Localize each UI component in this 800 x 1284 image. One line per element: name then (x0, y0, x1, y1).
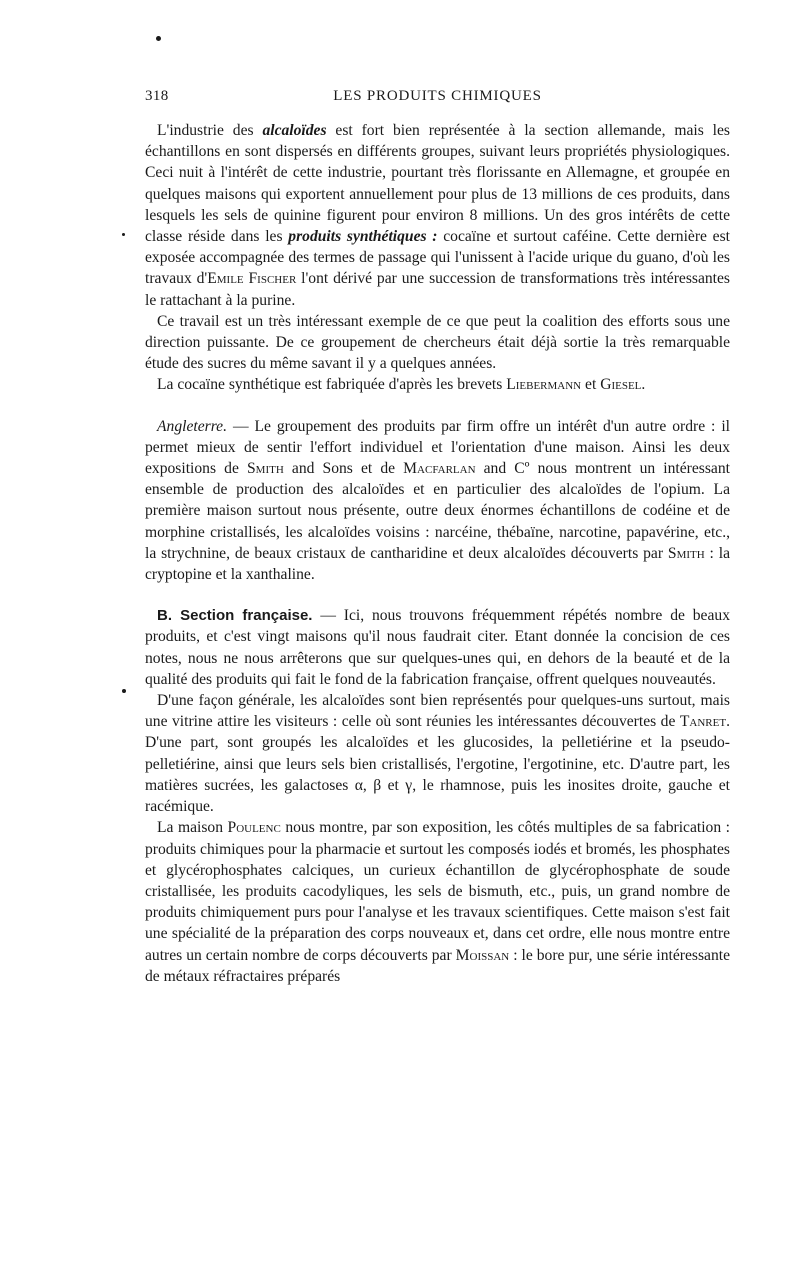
person-name: Tanret (679, 713, 727, 731)
person-name: Smith (247, 460, 284, 478)
text-span: nous montre, par son exposition, les côtés multiples de sa fabrication : produits chimiques pour la pharmacie et surtout les composés iodés et bromés, les phosphates et glycérophosphates calciques, un curieux échantillon de glycérophosphate de soude cristallisée, les produits cacodyliques, les sels de bismuth, etc., puis, un grand nombre de produits chimiquement purs pour l'analyse et les travaux scientifiques. Cette maison s'est fait une spécialité de la préparation des corps nouveaux et, dans cet ordre, elle nous montre entre autres un certain nombre de corps découverts par (145, 819, 730, 964)
text-span: L'industrie des (157, 122, 263, 139)
text-span: La maison (157, 819, 228, 837)
text-span: est fort bien représentée à la section allemande, mais les échantillons en sont dispersés en différents groupes, suivant leurs propriétés physiologiques. Ceci nuit à l'intérêt de cette industrie, pourtant très florissante en Allemagne, et groupée en quelques maisons qui exportent annuellement pour plus de 13 millions de ces produits, dans lesquels les sels de quinine figurent pour environ 8 millions. Un des gros intérêts de cette classe réside dans les (145, 122, 730, 246)
text-span: : la cryptopine et la xanthaline. (145, 544, 730, 584)
paragraph-angleterre (145, 416, 730, 586)
paragraph-tanret (145, 690, 730, 817)
text-span: . D'une part, sont groupés les alcaloïdes et les glucosides, la pelletiérine et la pseudo-pelletiérine, ainsi que leurs sels bien cristallisés, l'ergotine, l'ergotinine, etc. D'autre part, les matières sucrées, les galactoses α, β et γ, le rhamnose, puis les inosites droite, gauche et racémique. (145, 713, 730, 816)
print-speck (122, 689, 126, 693)
page-body (145, 120, 730, 987)
person-name: Poulenc (227, 819, 281, 837)
section-heading: Angleterre. (157, 417, 228, 435)
paragraph-cocaine (145, 374, 730, 395)
text-span: . (641, 376, 646, 394)
paragraph-coalition: Ce travail est un très intéressant exemple de ce que peut la coalition des efforts sous une direction puissante. De ce groupement de chercheurs était déjà sortie la très remarquable étude des sucres du même savant il y a quelques années. (145, 312, 730, 373)
print-speck (122, 233, 125, 236)
paragraph-section-francaise (145, 605, 730, 690)
person-name: Liebermann (506, 376, 582, 394)
person-name: Macfarlan (403, 460, 476, 478)
person-name: Smith (667, 544, 705, 562)
person-name: Emile Fischer (207, 270, 297, 288)
section-heading: B. Section française. (157, 607, 313, 625)
person-name: Moissan (455, 946, 510, 964)
running-head: LES PRODUITS CHIMIQUES (333, 88, 542, 104)
text-span: — Le groupement des produits par firm offre un intérêt d'un autre ordre : il permet mieux de sentir l'effort individuel et l'orientation d'une maison. Ainsi les deux expositions de (145, 417, 730, 478)
emphasis-term: alcaloïdes (262, 122, 327, 139)
person-name: Giesel (600, 376, 642, 394)
page-number: 318 (145, 88, 169, 104)
text-span: et (581, 376, 601, 394)
text-span: La cocaïne synthétique est fabriquée d'après les brevets (157, 376, 507, 394)
text-span: D'une façon générale, les alcaloïdes sont bien représentés pour quelques-uns surtout, mais une vitrine attire les visiteurs : celle où sont réunies les intéressantes découvertes de (145, 692, 730, 731)
paragraph-poulenc (145, 817, 730, 987)
emphasis-term: produits synthétiques : (288, 228, 438, 246)
text-span: cocaïne et surtout caféine. Cette dernière est exposée accompagnée des termes de passage qui l'unissent à l'acide urique du guano, d'où les travaux d' (145, 228, 730, 288)
paragraph-alcaloides (145, 120, 730, 311)
text-span: l'ont dérivé par une succession de transformations très intéressantes le rattachant à la purine. (145, 270, 730, 309)
text-span: : le bore pur, une série intéressante de métaux réfractaires préparés (145, 946, 730, 985)
text-span: and Sons et de (283, 460, 404, 478)
print-speck (156, 36, 161, 41)
page-header (145, 88, 730, 112)
text-span: — Ici, nous trouvons fréquemment répétés nombre de beaux produits, et c'est vingt maisons qu'il nous faudrait citer. Etant donnée la concision de ces notes, nous ne nous arrêterons que sur quelques-unes qui, en dehors de la beauté et de la qualité des produits qui fait le fond de la fabrication française, offrent quelques nouveautés. (145, 607, 730, 688)
text-span: and Cº nous montrent un intéressant ensemble de production des alcaloïdes et en particulier des alcaloïdes de l'opium. La première maison surtout nous présente, outre deux énormes échantillons de codéine et de morphine cristallisés, les alcaloïdes voisins : narcéine, thébaïne, narcotine, papavérine, etc., la strychnine, de beaux cristaux de cantharidine et deux alcaloïdes découverts par (145, 460, 730, 562)
